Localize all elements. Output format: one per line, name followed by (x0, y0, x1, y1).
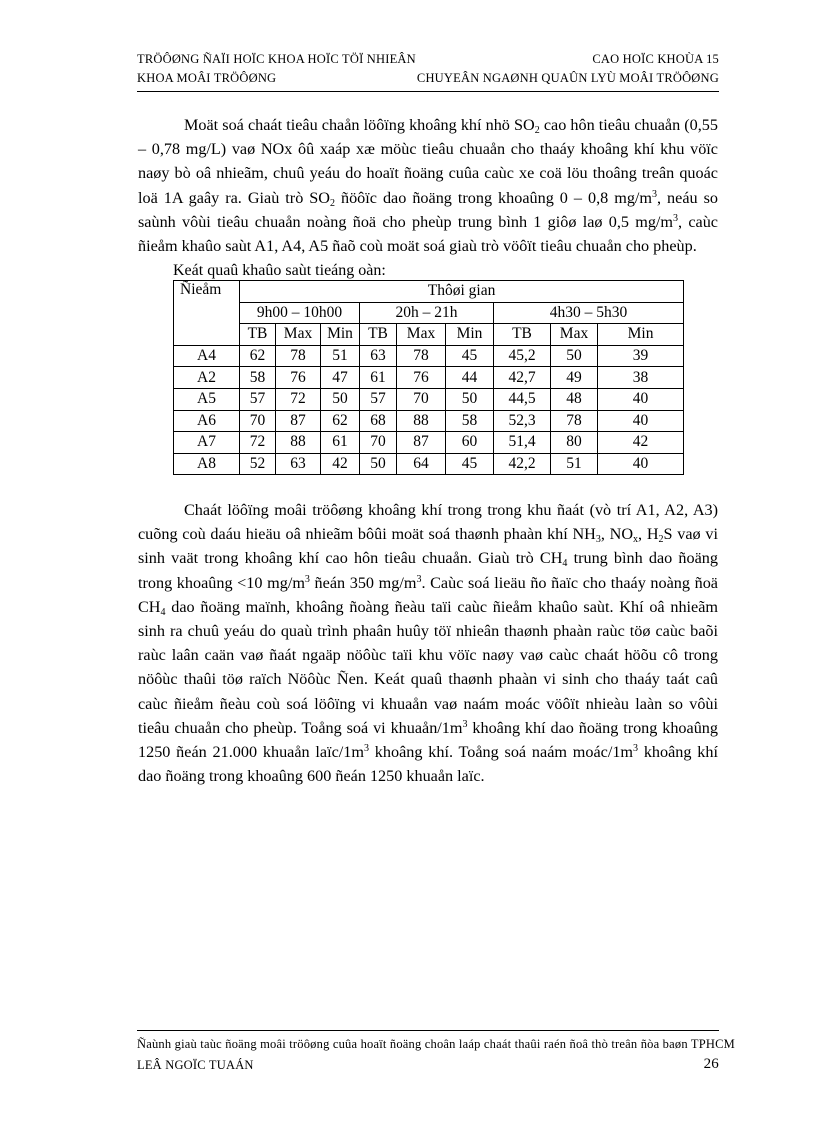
table-row (174, 367, 684, 389)
value-cell: 72 (240, 432, 276, 454)
location-header: Ñieåm (174, 281, 240, 346)
value-cell: 87 (276, 410, 321, 432)
location-cell: A6 (174, 410, 240, 432)
value-cell: 45 (446, 345, 494, 367)
value-cell: 51,4 (494, 432, 551, 454)
subheader-cell: Min (598, 324, 684, 346)
location-cell: A2 (174, 367, 240, 389)
noise-survey-table (173, 280, 684, 475)
value-cell: 88 (276, 432, 321, 454)
value-cell: 63 (276, 453, 321, 475)
value-cell: 78 (551, 410, 598, 432)
location-cell: A7 (174, 432, 240, 454)
table-header-row-3 (174, 324, 684, 346)
value-cell: 70 (360, 432, 397, 454)
subheader-cell: Max (276, 324, 321, 346)
value-cell: 50 (446, 388, 494, 410)
table-header-row-1 (174, 281, 684, 303)
value-cell: 61 (321, 432, 360, 454)
subheader-cell: Min (321, 324, 360, 346)
value-cell: 58 (446, 410, 494, 432)
table-row (174, 345, 684, 367)
value-cell: 72 (276, 388, 321, 410)
value-cell: 40 (598, 453, 684, 475)
value-cell: 88 (397, 410, 446, 432)
table-header-row-2 (174, 302, 684, 324)
value-cell: 42 (321, 453, 360, 475)
value-cell: 50 (321, 388, 360, 410)
value-cell: 70 (240, 410, 276, 432)
subheader-cell: TB (494, 324, 551, 346)
value-cell: 44 (446, 367, 494, 389)
value-cell: 40 (598, 410, 684, 432)
subheader-cell: TB (360, 324, 397, 346)
value-cell: 40 (598, 388, 684, 410)
location-cell: A4 (174, 345, 240, 367)
value-cell: 64 (397, 453, 446, 475)
page-number: 26 (703, 1056, 719, 1072)
value-cell: 51 (551, 453, 598, 475)
period-header: 20h – 21h (360, 302, 494, 324)
major-name: CHUYEÂN NGAØNH QUAÛN LYÙ MOÂI TRÖÔØNG (416, 71, 719, 85)
subheader-cell: Max (551, 324, 598, 346)
table-row (174, 432, 684, 454)
value-cell: 52,3 (494, 410, 551, 432)
time-header: Thôøi gian (240, 281, 684, 303)
author-name: LEÂ NGOÏC TUAÁN (137, 1058, 254, 1072)
value-cell: 42,7 (494, 367, 551, 389)
value-cell: 62 (321, 410, 360, 432)
location-cell: A5 (174, 388, 240, 410)
university-name: TRÖÔØNG ÑAÏI HOÏC KHOA HOÏC TÖÏ NHIEÂN (137, 52, 416, 66)
value-cell: 45,2 (494, 345, 551, 367)
subheader-cell: Min (446, 324, 494, 346)
value-cell: 70 (397, 388, 446, 410)
paragraph-air-quality: Moät soá chaát tieâu chaån löôïng khoâng khí nhö $SO_2$ cao hôn tieâu chuaån (0,55 – 0,78 mg/L) vaø NOx ôû xaáp xæ möùc tieâu chuaån cho thaáy khoâng khí khu vöïc naøy bò oâ nhieãm, chuû yeáu do hoaït ñoäng cuûa caùc xe coä löu thoâng treân quoác loä 1A gaây ra. Giaù trò $SO_2$ ñöôïc dao ñoäng trong khoaûng 0 – 0,8 $mg/m^3$, neáu so saùnh vôùi tieâu chuaån noàng ñoä cho pheùp trung bình 1 giôø laø 0,5 $mg/m^3$, caùc ñieåm khaûo saùt A1, A4, A5 ñaõ coù moät soá giaù trò vöôït tieâu chuaån cho pheùp. (138, 116, 718, 256)
paragraph-site-pollution: Chaát löôïng moâi tröôøng khoâng khí trong trong khu ñaát (vò trí A1, A2, A3) cuõng coù daáu hieäu oâ nhieãm bôûi moät soá thaønh phaàn khí $NH_3$, $NO_x$, $H_2S$ vaø vi sinh vaät trong khoâng khí cao hôn tieâu chuaån. Giaù trò $CH_4$ trung bình dao ñoäng trong khoaûng <10 $mg/m^3$ ñeán 350 $mg/m^3$. Caùc soá lieäu ño ñaïc cho thaáy noàng ñoä $CH_4$ dao ñoäng maïnh, khoâng ñoàng ñeàu taïi caùc ñieåm khaûo saùt. Khí oâ nhieãm sinh ra chuû yeáu do quaù trình phaân huûy töï nhieân thaønh phaàn raùc töø caùc baõi raùc laân caän vaø ñaát ngaäp nöôùc taïi khu vöïc naøy vaø caùc chaát höõu cô trong nöôùc thaûi töø raïch Nöôùc Ñen. Keát quaû thaønh phaàn vi sinh cho thaáy taát caû caùc ñieåm ñeàu coù soá löôïng vi khuaån vaø naám moác vöôït nhieàu laàn so vôùi tieâu chuaån cho pheùp. Toång soá vi khuaån/$1m^3$ khoâng khí dao ñoäng trong khoaûng 1250 ñeán 21.000 khuaån laïc/$1m^3$ khoâng khí. Toång soá naám moác/$1m^3$ khoâng khí dao ñoäng trong khoaûng 600 ñeán 1250 khuaån laïc. (138, 501, 718, 786)
value-cell: 45 (446, 453, 494, 475)
value-cell: 87 (397, 432, 446, 454)
value-cell: 52 (240, 453, 276, 475)
value-cell: 51 (321, 345, 360, 367)
value-cell: 42,2 (494, 453, 551, 475)
header-divider (137, 91, 719, 92)
table-row (174, 410, 684, 432)
location-cell: A8 (174, 453, 240, 475)
footer-divider (137, 1030, 719, 1031)
value-cell: 62 (240, 345, 276, 367)
value-cell: 63 (360, 345, 397, 367)
period-header: 9h00 – 10h00 (240, 302, 360, 324)
value-cell: 61 (360, 367, 397, 389)
value-cell: 78 (276, 345, 321, 367)
value-cell: 58 (240, 367, 276, 389)
value-cell: 42 (598, 432, 684, 454)
table-row (174, 453, 684, 475)
value-cell: 50 (551, 345, 598, 367)
value-cell: 57 (360, 388, 397, 410)
value-cell: 68 (360, 410, 397, 432)
value-cell: 80 (551, 432, 598, 454)
subheader-cell: Max (397, 324, 446, 346)
value-cell: 47 (321, 367, 360, 389)
value-cell: 39 (598, 345, 684, 367)
value-cell: 57 (240, 388, 276, 410)
course-name: CAO HOÏC KHOÙA 15 (592, 52, 719, 66)
value-cell: 76 (276, 367, 321, 389)
value-cell: 49 (551, 367, 598, 389)
value-cell: 78 (397, 345, 446, 367)
value-cell: 48 (551, 388, 598, 410)
thesis-title: Ñaùnh giaù taùc ñoäng moâi tröôøng cuûa hoaït ñoäng choân laáp chaát thaûi raén ñoâ thò treân ñòa baøn TPHCM (137, 1037, 735, 1051)
value-cell: 76 (397, 367, 446, 389)
value-cell: 50 (360, 453, 397, 475)
subheader-cell: TB (240, 324, 276, 346)
table-row (174, 388, 684, 410)
faculty-name: KHOA MOÂI TRÖÔØNG (137, 71, 277, 85)
value-cell: 38 (598, 367, 684, 389)
value-cell: 44,5 (494, 388, 551, 410)
period-header: 4h30 – 5h30 (494, 302, 684, 324)
value-cell: 60 (446, 432, 494, 454)
table-title: Keát quaû khaûo saùt tieáng oàn: (173, 262, 386, 279)
